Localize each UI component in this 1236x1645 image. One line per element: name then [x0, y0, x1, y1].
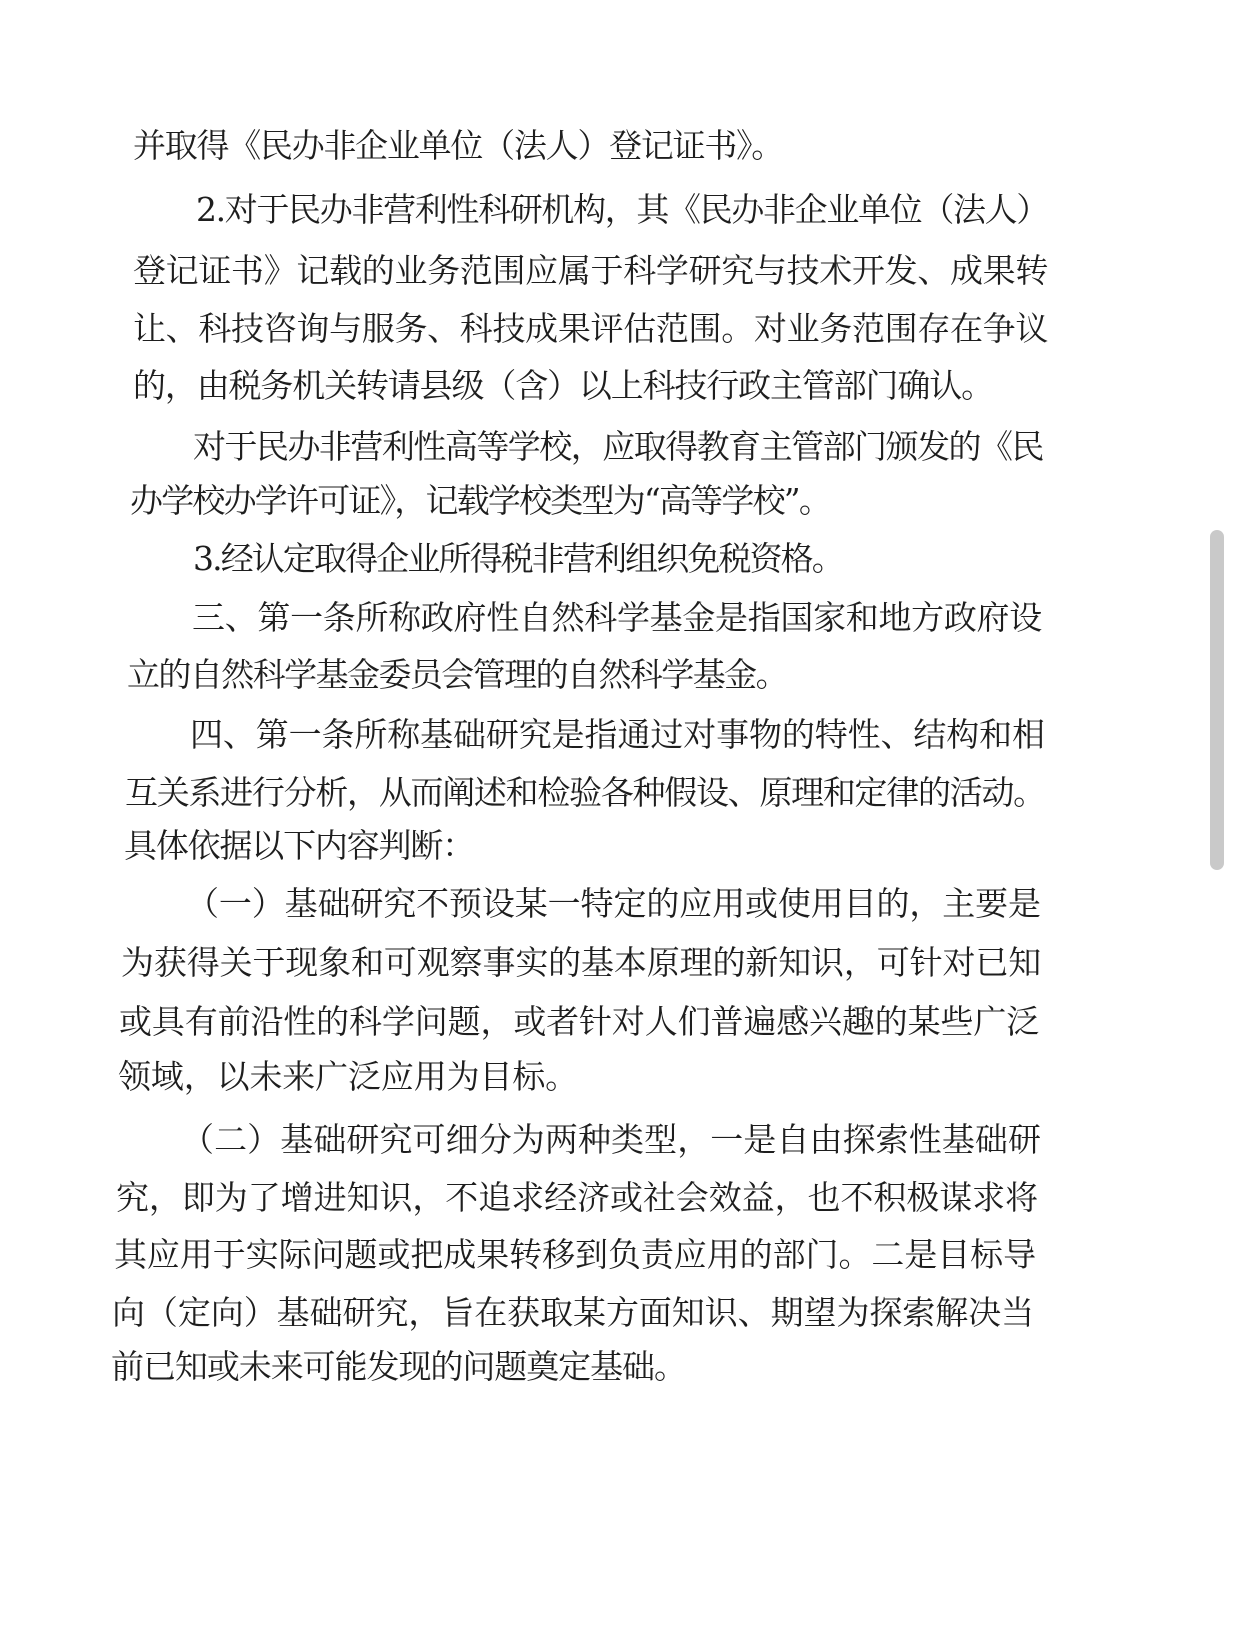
- text-line-22: 前已知或未来可能发现的问题奠定基础。: [111, 1347, 686, 1386]
- text-line-5: 的，由税务机关转请县级（含）以上科技行政主管部门确认。: [133, 366, 993, 405]
- text-line-2: 2.对于民办非营利性科研机构，其《民办非企业单位（法人）: [196, 190, 1048, 229]
- text-line-21: 向（定向）基础研究，旨在获取某方面知识、期望为探索解决当: [112, 1293, 1035, 1332]
- text-line-13: 具体依据以下内容判断：: [124, 826, 475, 865]
- text-line-15: 为获得关于现象和可观察事实的基本原理的新知识，可针对已知: [121, 943, 1042, 982]
- text-line-19: 究，即为了增进知识，不追求经济或社会效益，也不积极谋求将: [116, 1178, 1039, 1217]
- text-line-18: （二）基础研究可细分为两种类型，一是自由探索性基础研: [181, 1120, 1042, 1159]
- text-line-3: 登记证书》记载的业务范围应属于科学研究与技术开发、成果转: [133, 251, 1049, 290]
- text-line-20: 其应用于实际问题或把成果转移到负责应用的部门。二是目标导: [114, 1235, 1037, 1274]
- text-line-8: 3.经认定取得企业所得税非营利组织免税资格。: [193, 539, 843, 578]
- text-line-9: 三、第一条所称政府性自然科学基金是指国家和地方政府设: [192, 598, 1042, 637]
- text-line-16: 或具有前沿性的科学问题，或者针对人们普遍感兴趣的某些广泛: [119, 1002, 1040, 1041]
- text-line-17: 领域，以未来广泛应用为目标。: [118, 1057, 579, 1096]
- text-line-10: 立的自然科学基金委员会管理的自然科学基金。: [127, 655, 788, 694]
- text-line-6: 对于民办非营利性高等学校，应取得教育主管部门颁发的《民: [193, 427, 1043, 466]
- scrollbar-thumb[interactable]: [1210, 530, 1224, 870]
- vertical-scrollbar[interactable]: [1210, 530, 1224, 870]
- text-line-4: 让、科技咨询与服务、科技成果评估范围。对业务范围存在争议: [133, 309, 1049, 348]
- text-line-1: 并取得《民办非企业单位（法人）登记证书》。: [133, 126, 784, 165]
- text-line-14: （一）基础研究不预设某一特定的应用或使用目的，主要是: [186, 884, 1041, 923]
- text-line-7: 办学校办学许可证》，记载学校类型为“高等学校”。: [130, 481, 831, 520]
- text-line-12: 互关系进行分析，从而阐述和检验各种假设、原理和定律的活动。: [125, 773, 1045, 812]
- text-line-11: 四、第一条所称基础研究是指通过对事物的特性、结构和相: [190, 715, 1045, 754]
